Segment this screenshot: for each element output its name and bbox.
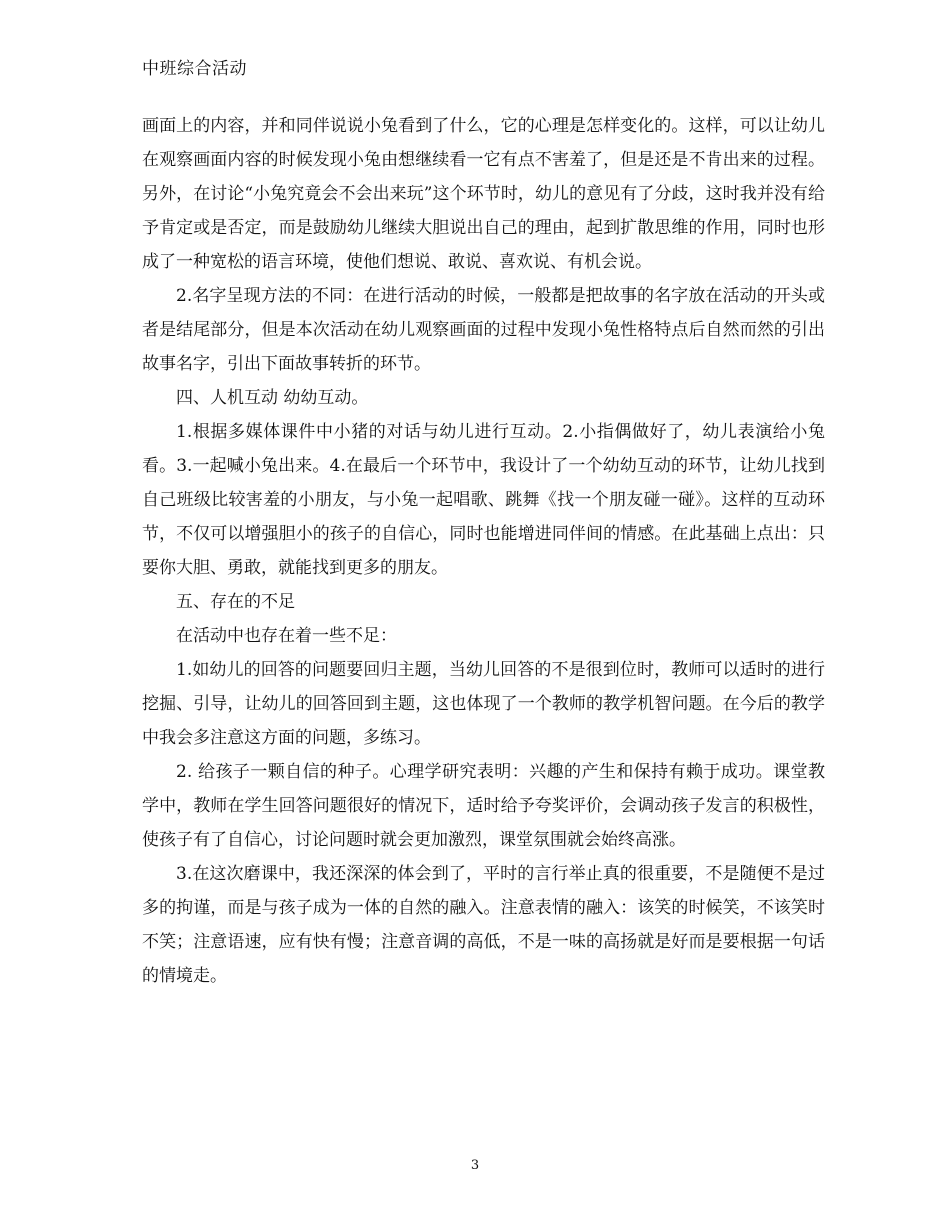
paragraph-name-presentation: 2.名字呈现方法的不同：在进行活动的时候，一般都是把故事的名字放在活动的开头或者是结尾部分，但是本次活动在幼儿观察画面的过程中发现小兔性格特点后自然而然的引出故事名字，引出下面故事转折的环节。 xyxy=(142,286,825,374)
paragraph-shortcoming-2: 2. 给孩子一颗自信的种子。心理学研究表明：兴趣的产生和保持有赖于成功。课堂教学中，教师在学生回答问题很好的情况下，适时给予夸奖评价，会调动孩子发言的积极性，使孩子有了自信心，讨论问题时就会更加激烈，课堂氛围就会始终高涨。 xyxy=(142,762,825,850)
paragraph-shortcomings-intro: 在活动中也存在着一些不足： xyxy=(176,626,397,646)
page-number: 3 xyxy=(470,1158,480,1173)
paragraph-interaction-details: 1.根据多媒体课件中小猪的对话与幼儿进行互动。2.小指偶做好了，幼儿表演给小兔看。3.一起喊小兔出来。4.在最后一个环节中，我设计了一个幼幼互动的环节，让幼儿找到自己班级比较害羞的小朋友，与小兔一起唱歌、跳舞《找一个朋友碰一碰》。这样的互动环节，不仅可以增强胆小的孩子的自信心，同时也能增进同伴间的情感。在此基础上点出：只要你大胆、勇敢，就能找到更多的朋友。 xyxy=(142,422,825,578)
paragraph-intro-continuation: 画面上的内容，并和同伴说说小兔看到了什么，它的心理是怎样变化的。这样，可以让幼儿在观察画面内容的时候发现小兔由想继续看一它有点不害羞了，但是还是不肯出来的过程。另外，在讨论“小兔究竟会不会出来玩”这个环节时，幼儿的意见有了分歧，这时我并没有给予肯定或是否定，而是鼓励幼儿继续大胆说出自己的理由，起到扩散思维的作用，同时也形成了一种宽松的语言环境，使他们想说、敢说、喜欢说、有机会说。 xyxy=(142,116,825,272)
paragraph-shortcoming-3: 3.在这次磨课中，我还深深的体会到了，平时的言行举止真的很重要，不是随便不是过多的拘谨，而是与孩子成为一体的自然的融入。注意表情的融入：该笑的时候笑，不该笑时不笑；注意语速，应有快有慢；注意音调的高低，不是一味的高扬就是好而是要根据一句话的情境走。 xyxy=(142,864,825,986)
paragraph-shortcoming-1: 1.如幼儿的回答的问题要回归主题，当幼儿回答的不是很到位时，教师可以适时的进行挖掘、引导，让幼儿的回答回到主题，这也体现了一个教师的教学机智问题。在今后的教学中我会多注意这方面的问题，多练习。 xyxy=(142,660,825,748)
page-header-title: 中班综合活动 xyxy=(142,59,247,79)
section-heading-interaction: 四、人机互动 幼幼互动。 xyxy=(176,388,369,408)
section-heading-shortcomings: 五、存在的不足 xyxy=(176,592,295,612)
document-body xyxy=(142,109,825,993)
